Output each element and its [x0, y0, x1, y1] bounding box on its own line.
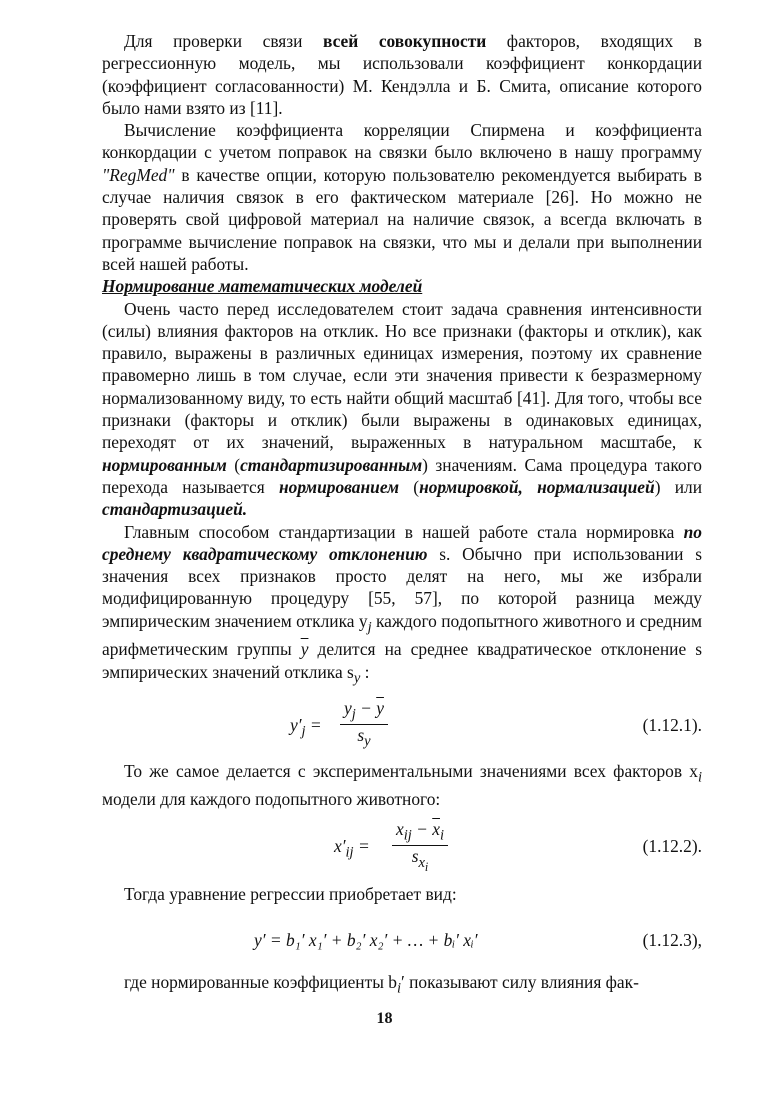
- text: s. Обычно при использовании s значения всех признаков просто делят на него, мы же избрали модифицированную процедуру [55, 57], по которой разница между эмпирическим значением отклика y: [102, 543, 703, 631]
- formula-lhs: $y'_j$ =: [290, 714, 322, 740]
- mean-symbol: $\overline{y}$: [300, 639, 309, 660]
- text: (: [226, 454, 241, 475]
- text: делится на среднее квадратическое отклонение s эмпирических значений отклика s: [102, 639, 702, 682]
- equation-number: (1.12.1).: [642, 714, 702, 735]
- equation-number: (1.12.3),: [642, 929, 702, 950]
- term: нормированным: [102, 454, 227, 475]
- text: ) значениям. Сама процедура такого перехода называется: [102, 454, 702, 497]
- text: в качестве опции, которую пользователю рекомендуется выбирать в случае наличия связок в его фактическом материале [26]. Но можно не проверять свой цифровой материал на наличие связок, а всегда включать в программе вычисление поправок на связки, что мы и делали при выполнении всей нашей работы.: [102, 164, 702, 274]
- text: где нормированные коэффициенты b: [124, 971, 397, 992]
- text: Вычисление коэффициента корреляции Спирмена и коэффициента конкордации с учетом поправок на связки было включено в нашу программу: [102, 120, 702, 163]
- paragraph-concordance: [102, 30, 702, 119]
- text: (: [399, 476, 420, 497]
- bold-term: всей совокупности: [323, 31, 487, 51]
- subscript: i: [396, 980, 401, 997]
- page-body: [102, 30, 702, 1000]
- text: модели для каждого подопытного животного:: [102, 789, 441, 810]
- paragraph-standardization: [102, 521, 702, 690]
- subscript: j: [367, 619, 372, 636]
- paragraph-coefficients: [102, 971, 702, 1000]
- paragraph-regression: Тогда уравнение регрессии приобретает вид:: [124, 883, 457, 904]
- paragraph-factors: [102, 760, 702, 811]
- formula-fraction: $\frac{y_j - \overline{y}}{s_y}$: [340, 698, 388, 752]
- formula-fraction: $x_{ij} - \overline{x}_i$ $s_{x_i}$: [392, 819, 448, 877]
- text: То же самое делается с экспериментальными значениями всех факторов x: [124, 760, 698, 781]
- term: стандартизированным: [240, 454, 423, 475]
- text: каждого подопытного животного и средним арифметическим группы: [102, 610, 702, 660]
- formula-3: [102, 909, 702, 969]
- term: нормированием: [279, 476, 400, 497]
- text: :: [360, 661, 370, 682]
- subscript: y: [353, 670, 361, 687]
- term: по среднему квадратическому отклонению: [102, 521, 702, 564]
- program-name: "RegMed": [102, 164, 175, 185]
- term: нормировкой, нормализацией: [419, 476, 655, 497]
- regression-equation: y′ = b₁′ x₁′ + b₂′ x₂′ + … + bᵢ′ xᵢ′: [254, 929, 478, 950]
- subscript: i: [697, 769, 702, 786]
- text: ) или: [654, 476, 702, 497]
- text: факторов, входящих в регрессионную модель, мы использовали коэффициент конкордации (коэффициент согласованности) М. Кендэлла и Б. Смита, описание которого было нами взято из [11].: [102, 31, 702, 118]
- term: стандартизацией.: [102, 499, 248, 520]
- formula-2: [102, 815, 702, 881]
- formula-lhs: $x'_{ij}$ =: [334, 835, 370, 861]
- text: Для проверки связи: [124, 31, 324, 51]
- section-heading: Нормирование математических моделей: [102, 276, 423, 297]
- text: Главным способом стандартизации в нашей работе стала нормировка: [124, 521, 684, 542]
- paragraph-normalization: [102, 298, 702, 521]
- paragraph-regmed: [102, 119, 702, 275]
- text: ′ показывают силу влияния фак-: [400, 971, 639, 992]
- text: Очень часто перед исследователем стоит задача сравнения интенсивности (силы) влияния факторов на отклик. Но все признаки (факторы и отклик), как правило, выражены в различных единицах измерения, поэтому их сравнение правомерно лишь в том случае, если эти значения привести к безразмерному нормализованному виду, то есть найти общий масштаб [41]. Для того, чтобы все признаки (факторы и отклик) были выражены в одинаковых единицах, переходят от их значений, выраженных в натуральном масштабе, к: [102, 298, 702, 453]
- equation-number: (1.12.2).: [642, 835, 702, 856]
- page-number: 18: [376, 1010, 393, 1027]
- formula-1: [102, 694, 702, 758]
